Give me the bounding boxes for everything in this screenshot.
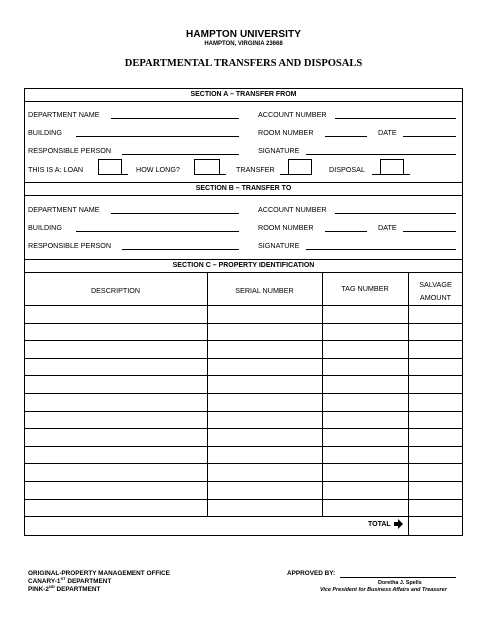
loan-checkbox[interactable] — [98, 159, 122, 175]
responsible-person-label: RESPONSIBLE PERSON — [28, 146, 112, 155]
table-row[interactable] — [24, 393, 463, 394]
to-account-number-field[interactable] — [335, 213, 456, 214]
responsible-person-field[interactable] — [122, 154, 239, 155]
to-room-number-field[interactable] — [325, 231, 367, 232]
room-number-label: ROOM NUMBER — [258, 128, 314, 137]
this-is-a-loan-label: THIS IS A: LOAN — [28, 165, 84, 174]
table-row[interactable] — [24, 499, 463, 500]
date-field[interactable] — [403, 136, 456, 137]
account-number-field[interactable] — [335, 118, 456, 119]
to-responsible-person-label: RESPONSIBLE PERSON — [28, 241, 112, 250]
account-number-label: ACCOUNT NUMBER — [258, 110, 327, 119]
divider — [24, 272, 463, 273]
disposal-checkbox[interactable] — [380, 159, 404, 175]
description-header: DESCRIPTION — [90, 286, 141, 295]
arrow-right-icon — [394, 519, 404, 529]
table-row[interactable] — [24, 411, 463, 412]
table-row[interactable] — [24, 323, 463, 324]
table-row[interactable] — [24, 463, 463, 464]
table-header-divider — [24, 305, 463, 306]
distribution-canary: CANARY-1ST DEPARTMENT — [28, 575, 112, 585]
to-date-field[interactable] — [403, 231, 456, 232]
to-responsible-person-field[interactable] — [122, 249, 239, 250]
transfer-checkbox[interactable] — [288, 159, 312, 175]
transfer-label: TRANSFER — [236, 165, 275, 174]
table-row[interactable] — [24, 340, 463, 341]
signer-title: Vice President for Business Affairs and Treasurer — [320, 587, 447, 593]
column-divider — [322, 272, 323, 516]
university-name: HAMPTON UNIVERSITY — [186, 29, 301, 40]
distribution-original: ORIGINAL-PROPERTY MANAGEMENT OFFICE — [28, 570, 170, 577]
to-department-name-field[interactable] — [111, 213, 239, 214]
column-divider — [408, 272, 409, 536]
serial-number-header: SERIAL NUMBER — [235, 286, 294, 295]
to-signature-label: SIGNATURE — [258, 241, 300, 250]
distribution-pink: PINK-2ND DEPARTMENT — [28, 583, 101, 593]
signer-name: Doretha J. Spells — [378, 580, 422, 586]
department-name-label: DEPARTMENT NAME — [28, 110, 100, 119]
underline — [280, 174, 288, 175]
approved-by-label: APPROVED BY: — [287, 570, 336, 577]
building-label: BUILDING — [28, 128, 62, 137]
underline — [220, 174, 226, 175]
department-name-field[interactable] — [111, 118, 239, 119]
amount-header: AMOUNT — [419, 293, 452, 302]
section-b-heading: SECTION B – TRANSFER TO — [195, 185, 292, 192]
table-row[interactable] — [24, 375, 463, 376]
how-long-box[interactable] — [194, 159, 220, 175]
table-row[interactable] — [24, 446, 463, 447]
room-number-field[interactable] — [325, 136, 367, 137]
underline — [122, 174, 128, 175]
tag-number-header: TAG NUMBER — [341, 284, 389, 293]
form-title: DEPARTMENTAL TRANSFERS AND DISPOSALS — [124, 58, 363, 69]
to-signature-field[interactable] — [306, 249, 456, 250]
total-label: TOTAL — [368, 521, 391, 528]
date-label: DATE — [378, 128, 397, 137]
table-row[interactable] — [24, 516, 463, 517]
table-row[interactable] — [24, 428, 463, 429]
to-department-name-label: DEPARTMENT NAME — [28, 205, 100, 214]
to-building-field[interactable] — [76, 231, 239, 232]
signature-field[interactable] — [306, 154, 456, 155]
table-row[interactable] — [24, 358, 463, 359]
to-room-number-label: ROOM NUMBER — [258, 223, 314, 232]
underline — [404, 174, 410, 175]
section-a-heading: SECTION A – TRANSFER FROM — [190, 91, 297, 98]
divider — [24, 101, 463, 102]
underline — [372, 174, 380, 175]
how-long-label: HOW LONG? — [136, 165, 180, 174]
form-frame — [24, 88, 463, 536]
to-building-label: BUILDING — [28, 223, 62, 232]
disposal-label: DISPOSAL — [329, 165, 365, 174]
signature-label: SIGNATURE — [258, 146, 300, 155]
approved-by-field[interactable] — [340, 577, 456, 578]
to-account-number-label: ACCOUNT NUMBER — [258, 205, 327, 214]
divider — [24, 195, 463, 196]
to-date-label: DATE — [378, 223, 397, 232]
section-c-heading: SECTION C – PROPERTY IDENTIFICATION — [172, 262, 315, 269]
table-row[interactable] — [24, 481, 463, 482]
university-location: HAMPTON, VIRGINIA 23668 — [204, 41, 283, 47]
salvage-header: SALVAGE — [419, 280, 452, 289]
building-field[interactable] — [76, 136, 239, 137]
column-divider — [207, 272, 208, 516]
